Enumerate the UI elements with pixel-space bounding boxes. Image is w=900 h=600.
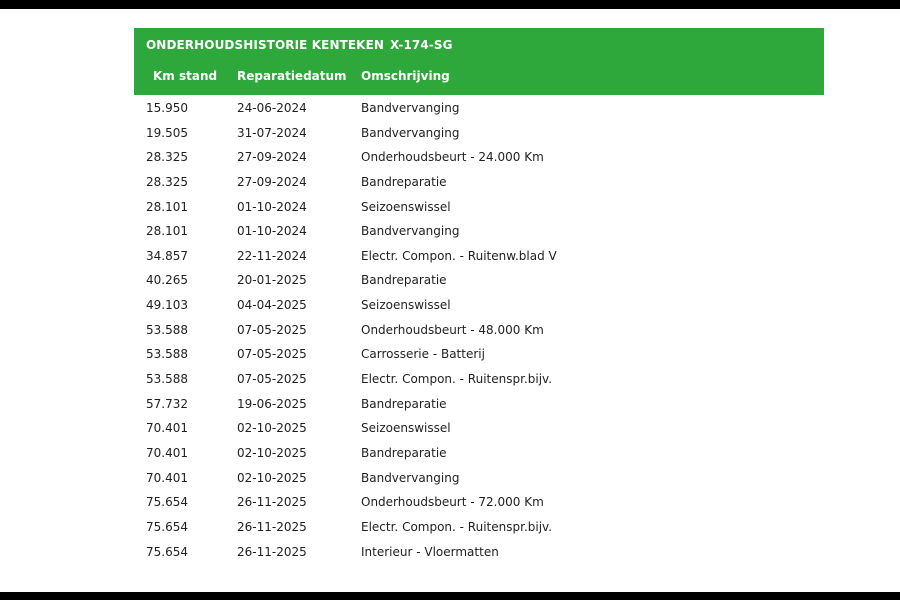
table-row (134, 391, 824, 416)
description-cell: Onderhoudsbeurt - 24.000 Km (361, 150, 544, 165)
date-cell: 26-11-2025 (237, 544, 307, 559)
km-cell: 53.588 (146, 322, 188, 337)
date-cell: 01-10-2024 (237, 199, 307, 214)
date-cell: 02-10-2025 (237, 470, 307, 485)
table-row (134, 366, 824, 391)
column-header-date: Reparatiedatum (237, 69, 347, 83)
km-cell: 53.588 (146, 372, 188, 387)
km-cell: 28.101 (146, 224, 188, 239)
date-cell: 07-05-2025 (237, 372, 307, 387)
column-header-km: Km stand (153, 69, 218, 83)
description-cell: Seizoenswissel (361, 199, 451, 214)
description-cell: Interieur - Vloermatten (361, 544, 499, 559)
km-cell: 75.654 (146, 519, 188, 534)
date-cell: 07-05-2025 (237, 322, 307, 337)
date-cell: 02-10-2025 (237, 445, 307, 460)
table-row (134, 415, 824, 440)
km-cell: 70.401 (146, 470, 188, 485)
description-cell: Bandvervanging (361, 224, 460, 239)
table-row (134, 489, 824, 514)
km-cell: 57.732 (146, 396, 188, 411)
description-cell: Onderhoudsbeurt - 48.000 Km (361, 322, 544, 337)
km-cell: 28.325 (146, 174, 188, 189)
date-cell: 26-11-2025 (237, 495, 307, 510)
table-row (134, 95, 824, 120)
date-cell: 02-10-2025 (237, 421, 307, 436)
description-cell: Bandreparatie (361, 273, 447, 288)
km-cell: 40.265 (146, 273, 188, 288)
km-cell: 75.654 (146, 544, 188, 559)
description-cell: Electr. Compon. - Ruitenw.blad V (361, 248, 557, 263)
table-row (134, 218, 824, 243)
table-row (134, 539, 824, 564)
table-row (134, 465, 824, 490)
km-cell: 75.654 (146, 495, 188, 510)
license-plate: X-174-SG (390, 38, 453, 52)
table-row (134, 169, 824, 194)
description-cell: Electr. Compon. - Ruitenspr.bijv. (361, 519, 553, 534)
description-cell: Bandvervanging (361, 101, 460, 115)
date-cell: 24-06-2024 (237, 101, 307, 115)
table-row (134, 292, 824, 317)
table-header (134, 28, 824, 95)
column-headers (134, 69, 824, 87)
description-cell: Electr. Compon. - Ruitenspr.bijv. (361, 372, 553, 387)
table-title-text: ONDERHOUDSHISTORIE KENTEKEN (146, 38, 385, 52)
description-cell: Bandreparatie (361, 174, 447, 189)
table-row (134, 194, 824, 219)
table-row (134, 341, 824, 366)
description-cell: Seizoenswissel (361, 421, 451, 436)
km-cell: 28.325 (146, 150, 188, 165)
km-cell: 15.950 (146, 101, 188, 115)
table-row (134, 317, 824, 342)
description-cell: Seizoenswissel (361, 298, 451, 313)
date-cell: 20-01-2025 (237, 273, 307, 288)
km-cell: 70.401 (146, 445, 188, 460)
top-border (0, 0, 900, 9)
date-cell: 04-04-2025 (237, 298, 307, 313)
table-row (134, 267, 824, 292)
table-row (134, 514, 824, 539)
table-row (134, 144, 824, 169)
table-title (146, 38, 453, 52)
date-cell: 22-11-2024 (237, 248, 307, 263)
date-cell: 27-09-2024 (237, 174, 307, 189)
description-cell: Bandvervanging (361, 470, 460, 485)
date-cell: 07-05-2025 (237, 347, 307, 362)
date-cell: 31-07-2024 (237, 125, 307, 140)
km-cell: 34.857 (146, 248, 188, 263)
km-cell: 49.103 (146, 298, 188, 313)
description-cell: Carrosserie - Batterij (361, 347, 485, 362)
km-cell: 53.588 (146, 347, 188, 362)
maintenance-history-table (134, 28, 824, 563)
km-cell: 70.401 (146, 421, 188, 436)
date-cell: 01-10-2024 (237, 224, 307, 239)
description-cell: Bandvervanging (361, 125, 460, 140)
column-header-description: Omschrijving (361, 69, 450, 83)
description-cell: Bandreparatie (361, 445, 447, 460)
date-cell: 19-06-2025 (237, 396, 307, 411)
table-row (134, 243, 824, 268)
table-row (134, 120, 824, 145)
date-cell: 27-09-2024 (237, 150, 307, 165)
description-cell: Bandreparatie (361, 396, 447, 411)
description-cell: Onderhoudsbeurt - 72.000 Km (361, 495, 544, 510)
bottom-border (0, 592, 900, 600)
table-row (134, 440, 824, 465)
table-body (134, 95, 824, 563)
km-cell: 19.505 (146, 125, 188, 140)
km-cell: 28.101 (146, 199, 188, 214)
date-cell: 26-11-2025 (237, 519, 307, 534)
